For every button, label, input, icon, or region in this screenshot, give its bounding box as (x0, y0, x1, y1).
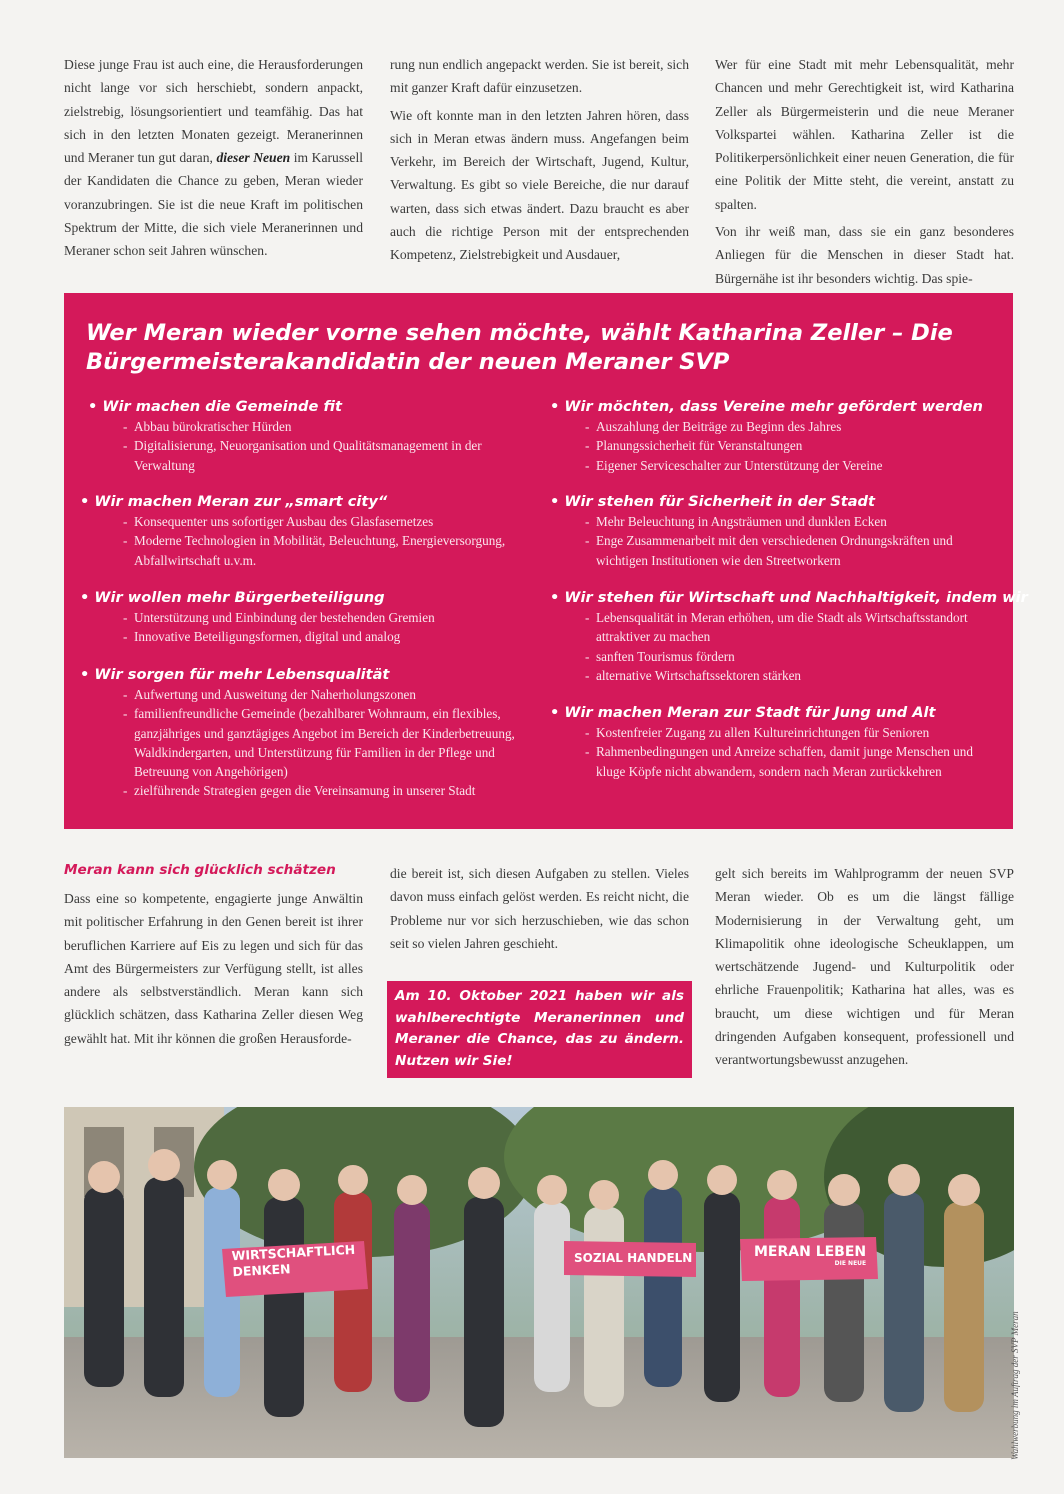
top-column-2 (390, 53, 689, 271)
group-photo (64, 1107, 1014, 1458)
bottom-column-3 (715, 862, 1014, 1076)
list-item: - familienfreundliche Gemeinde (bezahlbarer Wohnraum, ein flexibles, ganzjähriges und ganztägiges Angebot im Bereich der Kinderbetreuung, Waldkindergarten, und Unterstützung für Familien in der Pflege und Betreuung von Angehörigen) (134, 704, 530, 781)
paragraph: Von ihr weiß man, dass sie ein ganz besonderes Anliegen für die Menschen in dieser Stadt hat. Bürgernähe ist ihr besonders wichtig. Das spie- (715, 224, 1014, 286)
paragraph: gelt sich bereits im Wahlprogramm der neuen SVP Meran wieder. Ob es um die längst fällige Modernisierung in der Verwaltung geht, um Klimapolitik ohne ideologische Scheuklappen, um wertschätzende Jugend- und Kulturpolitik oder ehrliche Frauenpolitik; Katharina hat alles, was es braucht, um diese wichtigen und für Meran dringenden Aufgaben konsequent, professionell und verantwortungsbewusst anzugehen. (715, 866, 1014, 1068)
section-title: • Wir machen Meran zur „smart city“ (80, 493, 388, 510)
list-item: - Digitalisierung, Neuorganisation und Qualitätsmanagement in der Verwaltung (134, 436, 538, 475)
top-column-1 (64, 53, 363, 267)
list-item: - Unterstützung und Einbindung der bestehenden Gremien (134, 608, 530, 627)
list-item: - Abbau bürokratischer Hürden (134, 417, 538, 436)
list-item: - Auszahlung der Beiträge zu Beginn des Jahres (596, 417, 1000, 436)
paragraph: rung nun endlich angepackt werden. Sie ist bereit, sich mit ganzer Kraft dafür einzusetzen. (390, 57, 689, 96)
program-box (64, 293, 1028, 829)
list-item: - Planungssicherheit für Veranstaltungen (596, 436, 1000, 455)
list-item: - Rahmenbedingungen und Anreize schaffen, damit junge Menschen und kluge Köpfe nicht abwandern, sondern nach Meran zurückkehren (596, 742, 1000, 781)
program-section (80, 588, 530, 647)
paragraph: die bereit ist, sich diesen Aufgaben zu stellen. Vieles davon muss einfach gelöst werden. Es reicht nicht, die Probleme nur vor sich herzuschieben, wie das schon seit so vielen Jahren geschieht. (390, 866, 689, 951)
group-photo-illustration (64, 1107, 1014, 1458)
section-title: • Wir stehen für Sicherheit in der Stadt (550, 493, 875, 510)
program-section (550, 397, 1000, 475)
top-column-3 (715, 53, 1014, 294)
section-title: • Wir machen die Gemeinde fit (88, 398, 342, 415)
list-item: - Eigener Serviceschalter zur Unterstützung der Vereine (596, 456, 1000, 475)
program-section (80, 665, 530, 801)
bottom-column-1 (64, 887, 363, 1054)
section-title: • Wir sorgen für mehr Lebensqualität (80, 666, 390, 683)
paragraph: Dass eine so kompetente, engagierte junge Anwältin mit politischer Erfahrung in den Genen bereit ist ihrer beruflichen Karriere auf Eis zu legen und sich für das Amt des Bürgermeisters zur Verfügung stellt, ist alles andere als selbstverständlich. Meran kann sich glücklich schätzen, dass Katharina Zeller diesen Weg gewählt hat. Mit ihr können die großen Herausforde- (64, 891, 363, 1046)
section-title: • Wir stehen für Wirtschaft und Nachhaltigkeit, indem wir (550, 589, 1028, 606)
list-item: - Konsequenter uns sofortiger Ausbau des Glasfasernetzes (134, 512, 530, 531)
program-section (550, 588, 1028, 685)
list-item: - Kostenfreier Zugang zu allen Kultureinrichtungen für Senioren (596, 723, 1000, 742)
list-item: - Moderne Technologien in Mobilität, Beleuchtung, Energieversorgung, Abfallwirtschaft u.v.m. (134, 531, 530, 570)
list-item: - zielführende Strategien gegen die Vereinsamung in unserer Stadt (134, 781, 530, 800)
photo-credit: Wahlwerbung im Auftrag der SVP Meran (1010, 1311, 1020, 1460)
subheading: Meran kann sich glücklich schätzen (64, 862, 336, 878)
list-item: - alternative Wirtschaftssektoren stärken (596, 666, 1000, 685)
program-section (550, 703, 1000, 781)
banner-text-3: MERAN LEBEN DIE NEUE (754, 1244, 867, 1267)
bottom-column-2 (390, 862, 689, 959)
program-headline: Wer Meran wieder vorne sehen möchte, wählt Katharina Zeller – Die Bürgermeisterakandidatin der neuen Meraner SVP (86, 320, 953, 375)
program-section (88, 397, 538, 475)
section-title: • Wir machen Meran zur Stadt für Jung und Alt (550, 704, 936, 721)
section-title: • Wir möchten, dass Vereine mehr gefördert werden (550, 398, 983, 415)
paragraph: Wie oft konnte man in den letzten Jahren hören, dass sich in Meran etwas ändern muss. Angefangen beim Verkehr, im Bereich der Wirtschaft, Jugend, Kultur, Verwaltung. Es gibt so viele Bereiche, die nur darauf warten, dass sich etwas ändert. Dazu braucht es aber auch die richtige Person mit der entsprechenden Kompetenz, Zielstrebigkeit und Ausdauer, (390, 107, 689, 263)
list-item: - Aufwertung und Ausweitung der Naherholungszonen (134, 685, 530, 704)
emphasis: dieser Neuen (216, 150, 291, 166)
list-item: - Innovative Beteiligungsformen, digital und analog (134, 627, 530, 646)
program-section (80, 492, 530, 570)
list-item: - sanften Tourismus fördern (596, 647, 1000, 666)
callout-box: Am 10. Oktober 2021 haben wir als wahlberechtigte Meranerinnen und Meraner die Chance, das zu ändern. Nutzen wir Sie! (387, 981, 692, 1078)
program-section (550, 492, 1000, 570)
banner-text-2: SOZIAL HANDELN (574, 1251, 693, 1265)
paragraph: Diese junge Frau ist auch eine, die Herausforderungen nicht lange vor sich herschiebt, sondern anpackt, zielstrebig, lösungsorientiert und teamfähig. Das hat sich in den letzten Monaten gezeigt. Meranerinnen und Meraner tun gut daran, dieser Neuen im Karussell der Kandidaten die Chance zu geben, Meran wieder voranzubringen. Sie ist die neue Kraft im politischen Spektrum der Mitte, die sich viele Meranerinnen und Meraner schon seit Jahren wünschen. (64, 57, 363, 259)
section-title: • Wir wollen mehr Bürgerbeteiligung (80, 589, 385, 606)
list-item: - Enge Zusammenarbeit mit den verschiedenen Ordnungskräften und wichtigen Institutionen wie den Streetworkern (596, 531, 1000, 570)
paragraph: Wer für eine Stadt mit mehr Lebensqualität, mehr Chancen und mehr Gerechtigkeit ist, wird Katharina Zeller als Bürgermeisterin und die neue Meraner Volkspartei wählen. Katharina Zeller ist die Politikerpersönlichkeit einer neuen Generation, die für eine Politik der Mitte steht, die vereint, anstatt zu spalten. (715, 57, 1014, 212)
list-item: - Mehr Beleuchtung in Angsträumen und dunklen Ecken (596, 512, 1000, 531)
list-item: - Lebensqualität in Meran erhöhen, um die Stadt als Wirtschaftsstandort attraktiver zu machen (596, 608, 1000, 647)
banner-text-1: WIRTSCHAFTLICH DENKEN (231, 1241, 356, 1280)
